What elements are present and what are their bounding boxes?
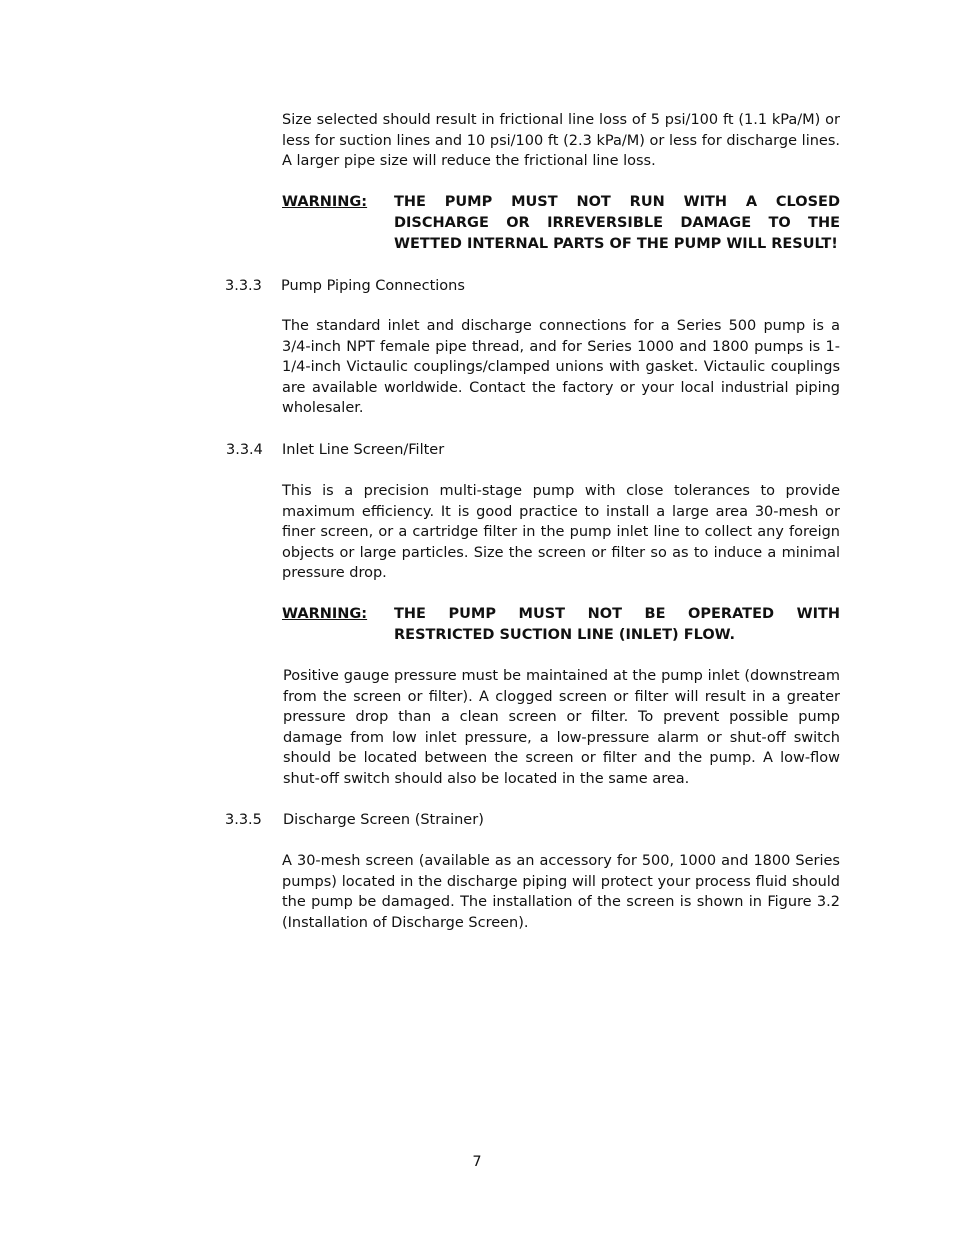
section-number: 3.3.3: [225, 278, 262, 294]
warning-label: WARNING:: [282, 606, 368, 622]
warning-closed-discharge: [282, 192, 840, 255]
discharge-screen-paragraph: A 30-mesh screen (available as an accessory for 500, 1000 and 1800 Series pumps) located in the discharge piping will protect your process fluid should the pump be damaged. The installation of the screen is shown in Figure 3.2 (Installation of Discharge Screen).: [282, 853, 840, 931]
section-number: 3.3.5: [225, 812, 262, 828]
warning-restricted-suction: [282, 604, 840, 646]
inlet-screen-paragraph: This is a precision multi-stage pump with close tolerances to provide maximum efficiency. It is good practice to install a large area 30-mesh or finer screen, or a cartridge filter in the pump inlet line to collect any foreign objects or large particles. Size the screen or filter so as to induce a minimal pressure drop.: [282, 483, 840, 582]
warning-text: THE PUMP MUST NOT RUN WITH A CLOSED DISCHARGE OR IRREVERSIBLE DAMAGE TO THE WETTED INTERNAL PARTS OF THE PUMP WILL RESULT!: [394, 194, 840, 252]
inlet-pressure-paragraph: Positive gauge pressure must be maintained at the pump inlet (downstream from the screen or filter). A clogged screen or filter will result in a greater pressure drop than a clean screen or filter. To prevent possible pump damage from low inlet pressure, a low-pressure alarm or shut-off switch should be located between the screen or filter and the pump. A low-flow shut-off switch should also be located in the same area.: [283, 668, 840, 787]
section-number: 3.3.4: [226, 442, 263, 458]
page-number: 7: [472, 1154, 482, 1170]
pump-piping-paragraph: The standard inlet and discharge connections for a Series 500 pump is a 3/4-inch NPT female pipe thread, and for Series 1000 and 1800 pumps is 1-1/4-inch Victaulic couplings/clamped unions with gasket. Victaulic couplings are available worldwide. Contact the factory or your local industrial piping wholesaler.: [282, 318, 840, 417]
warning-text: THE PUMP MUST NOT BE OPERATED WITH RESTRICTED SUCTION LINE (INLET) FLOW.: [394, 606, 840, 643]
intro-paragraph: Size selected should result in frictional line loss of 5 psi/100 ft (1.1 kPa/M) or less for suction lines and 10 psi/100 ft (2.3 kPa/M) or less for discharge lines. A larger pipe size will reduce the frictional line loss.: [282, 112, 840, 170]
warning-label: WARNING:: [282, 194, 368, 210]
section-title: Discharge Screen (Strainer): [283, 812, 484, 828]
section-title: Pump Piping Connections: [281, 278, 465, 294]
section-title: Inlet Line Screen/Filter: [282, 442, 445, 458]
